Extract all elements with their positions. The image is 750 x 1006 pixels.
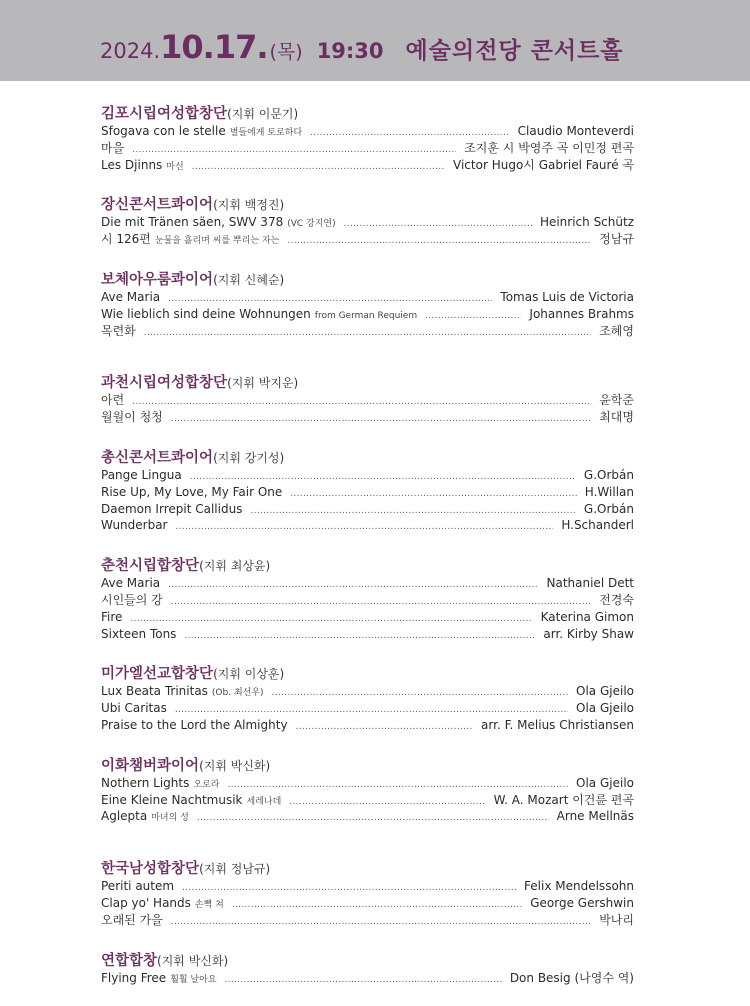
composer-credit: Nathaniel Dett	[546, 576, 634, 591]
concert-date: 10.17.	[160, 28, 268, 66]
conductor: (지휘 강기성)	[213, 450, 285, 465]
program-item	[101, 792, 634, 809]
composer-credit: Ola Gjeilo	[576, 775, 634, 790]
dot-leader	[225, 972, 502, 989]
piece-title: 아련	[101, 393, 125, 408]
choir-section	[101, 554, 634, 642]
choir-name: 이화챔버콰이어	[101, 757, 200, 774]
composer-credit: arr. F. Melius Christiansen	[481, 717, 634, 732]
conductor: (지휘 최상윤)	[199, 559, 271, 574]
dot-leader	[171, 914, 591, 931]
dot-leader	[425, 308, 521, 325]
choir-heading	[101, 554, 634, 575]
conductor: (지휘 신혜순)	[213, 272, 285, 287]
dot-leader	[296, 719, 473, 736]
piece-title: Ubi Caritas	[101, 701, 167, 716]
piece-title: Sfogava con le stelle	[101, 124, 226, 138]
composer-credit: Ola Gjeilo	[576, 684, 634, 699]
choir-name: 춘천시립합창단	[101, 558, 200, 575]
composer-credit: 박나리	[599, 912, 634, 927]
program-item	[101, 717, 634, 734]
dot-leader	[232, 897, 522, 914]
dot-leader	[250, 503, 576, 520]
composer-credit: Katerina Gimon	[540, 609, 634, 624]
choir-name: 연합합창	[101, 952, 158, 969]
concert-weekday: (목)	[269, 41, 303, 63]
program-list	[101, 102, 634, 1006]
choir-heading	[101, 754, 634, 775]
composer-credit: Ola Gjeilo	[576, 701, 634, 716]
dot-leader	[287, 233, 591, 250]
piece-title: Wie lieblich sind deine Wohnungen	[101, 306, 311, 321]
composer-credit: arr. Kirby Shaw	[543, 626, 634, 641]
composer-credit: H.Schanderl	[561, 518, 634, 533]
program-item	[101, 123, 634, 140]
composer-credit: Johannes Brahms	[529, 306, 634, 321]
piece-title: Ave Maria	[101, 576, 161, 591]
program-item	[101, 700, 634, 717]
choir-heading	[101, 857, 634, 878]
choir-section	[101, 662, 634, 733]
program-item	[101, 895, 634, 912]
program-item	[101, 306, 634, 323]
program-item	[101, 501, 634, 518]
piece-title: Rise Up, My Love, My Fair One	[101, 484, 283, 499]
conductor: (지휘 이문기)	[227, 107, 299, 121]
choir-heading	[101, 662, 634, 683]
piece-note: 눈물을 흘리며 씨를 뿌리는 자는	[154, 236, 280, 247]
piece-note: from German Requiem	[314, 310, 418, 321]
piece-title: 마을	[101, 140, 125, 155]
composer-credit: G.Orbán	[583, 467, 634, 482]
composer-credit: 윤학준	[599, 393, 634, 408]
piece-title: 월월이 청청	[101, 410, 163, 425]
piece-title: 오래된 가을	[101, 912, 163, 927]
piece-note: 별들에게 토로하다	[229, 128, 303, 138]
choir-name: 보체아우룸콰이어	[101, 271, 214, 288]
program-item	[101, 808, 634, 825]
piece-title: Wunderbar	[101, 518, 168, 533]
composer-credit: Don Besig (나영수 역)	[509, 970, 634, 985]
piece-note: 마녀의 성	[151, 813, 189, 824]
composer-credit: Claudio Monteverdi	[517, 124, 634, 138]
piece-note: 세레나데	[246, 796, 282, 807]
piece-title: Daemon Irrepit Callidus	[101, 501, 243, 516]
composer-credit: Felix Mendelssohn	[524, 879, 634, 894]
choir-name: 장신콘서트콰이어	[101, 197, 214, 214]
dot-leader	[144, 325, 591, 342]
dot-leader	[192, 159, 445, 176]
composer-credit: H.Willan	[584, 484, 634, 499]
dot-leader	[272, 685, 568, 702]
header-banner	[0, 0, 750, 81]
dot-leader	[171, 411, 591, 428]
program-item	[101, 214, 634, 231]
conductor: (지휘 백정진)	[213, 198, 285, 213]
conductor: (지휘 박신화)	[199, 758, 271, 773]
piece-title: Nothern Lights	[101, 775, 190, 790]
concert-year: 2024.	[100, 39, 161, 63]
program-item	[101, 626, 634, 643]
piece-title: Clap yo' Hands	[101, 895, 191, 910]
program-item	[101, 323, 634, 340]
piece-title: 시인들의 강	[101, 592, 163, 607]
choir-heading	[101, 193, 634, 214]
dot-leader	[184, 628, 535, 645]
piece-title: Periti autem	[101, 879, 175, 894]
conductor: (지휘 박신화)	[157, 953, 229, 968]
piece-title: Ave Maria	[101, 289, 161, 304]
composer-credit: G.Orbán	[583, 501, 634, 516]
piece-title: Pange Lingua	[101, 467, 182, 482]
piece-title: 시 126편	[101, 232, 151, 247]
piece-title: Eine Kleine Nachtmusik	[101, 792, 243, 807]
dot-leader	[176, 519, 554, 536]
choir-heading	[101, 102, 634, 123]
dot-leader	[132, 394, 591, 411]
concert-time: 19:30	[316, 39, 384, 63]
piece-title: 목련화	[101, 323, 136, 338]
piece-note: 마신	[166, 161, 184, 172]
choir-section	[101, 857, 634, 928]
program-item	[101, 912, 634, 929]
choir-section	[101, 754, 634, 825]
choir-heading	[101, 949, 634, 970]
piece-title: Lux Beata Trinitas	[101, 684, 208, 699]
composer-credit: Victor Hugo시 Gabriel Fauré 곡	[453, 157, 634, 172]
dot-leader	[132, 142, 456, 159]
choir-name: 김포시립여성합창단	[101, 106, 228, 122]
program-item	[101, 289, 634, 306]
choir-heading	[101, 446, 634, 467]
program-item	[101, 878, 634, 895]
choir-section	[101, 371, 634, 426]
piece-note: 오로라	[193, 779, 220, 790]
choir-section	[101, 193, 634, 248]
dot-leader	[289, 794, 485, 811]
composer-credit: Heinrich Schütz	[539, 215, 634, 230]
composer-credit: Tomas Luis de Victoria	[500, 289, 634, 304]
conductor: (지휘 이상훈)	[213, 667, 285, 682]
choir-section	[101, 102, 634, 173]
piece-title: Aglepta	[101, 809, 148, 824]
program-item	[101, 467, 634, 484]
program-item	[101, 157, 634, 174]
composer-credit: 정남규	[599, 232, 634, 247]
program-item	[101, 775, 634, 792]
program-item	[101, 484, 634, 501]
choir-section	[101, 446, 634, 534]
dot-leader	[168, 577, 538, 594]
piece-title: Flying Free	[101, 970, 167, 985]
conductor: (지휘 정남규)	[199, 862, 271, 877]
dot-leader	[197, 810, 549, 827]
conductor: (지휘 박지운)	[227, 376, 299, 391]
piece-note: (VC 강지연)	[287, 219, 336, 230]
concert-info	[100, 28, 624, 68]
piece-title: Fire	[101, 609, 123, 624]
piece-note: (Ob. 최선우)	[211, 688, 264, 699]
piece-title: Die mit Tränen säen, SWV 378	[101, 215, 284, 230]
choir-name: 한국남성합창단	[101, 861, 200, 878]
piece-title: Sixteen Tons	[101, 626, 177, 641]
choir-name: 미가엘선교합창단	[101, 666, 214, 683]
choir-name: 총신콘서트콰이어	[101, 449, 214, 466]
piece-title: Les Djinns	[101, 157, 163, 172]
dot-leader	[290, 486, 577, 503]
program-item	[101, 231, 634, 248]
composer-credit: 조지훈 시 박영주 곡 이민정 편곡	[464, 140, 634, 155]
program-item	[101, 517, 634, 534]
concert-venue: 예술의전당 콘서트홀	[405, 38, 624, 64]
composer-credit: 전경숙	[599, 592, 634, 607]
choir-section	[101, 268, 634, 339]
choir-name: 과천시립여성합창단	[101, 375, 228, 392]
piece-title: Praise to the Lord the Almighty	[101, 717, 288, 732]
dot-leader	[130, 611, 532, 628]
piece-note: 손뼉 쳐	[194, 899, 224, 910]
composer-credit: George Gershwin	[530, 895, 634, 910]
choir-heading	[101, 268, 634, 289]
composer-credit: 조혜영	[599, 323, 634, 338]
program-item	[101, 970, 634, 987]
program-item	[101, 683, 634, 700]
composer-credit: Arne Mellnäs	[556, 809, 634, 824]
dot-leader	[182, 880, 516, 897]
dot-leader	[171, 594, 591, 611]
program-item	[101, 140, 634, 157]
program-item	[101, 592, 634, 609]
choir-heading	[101, 371, 634, 392]
composer-credit: W. A. Mozart 이건륜 편곡	[493, 792, 634, 807]
composer-credit: 최대명	[599, 410, 634, 425]
piece-note: 훨훨 날아요	[170, 974, 217, 985]
program-item	[101, 609, 634, 626]
choir-section	[101, 949, 634, 987]
dot-leader	[344, 216, 532, 233]
program-item	[101, 575, 634, 592]
program-item	[101, 392, 634, 409]
program-item	[101, 409, 634, 426]
